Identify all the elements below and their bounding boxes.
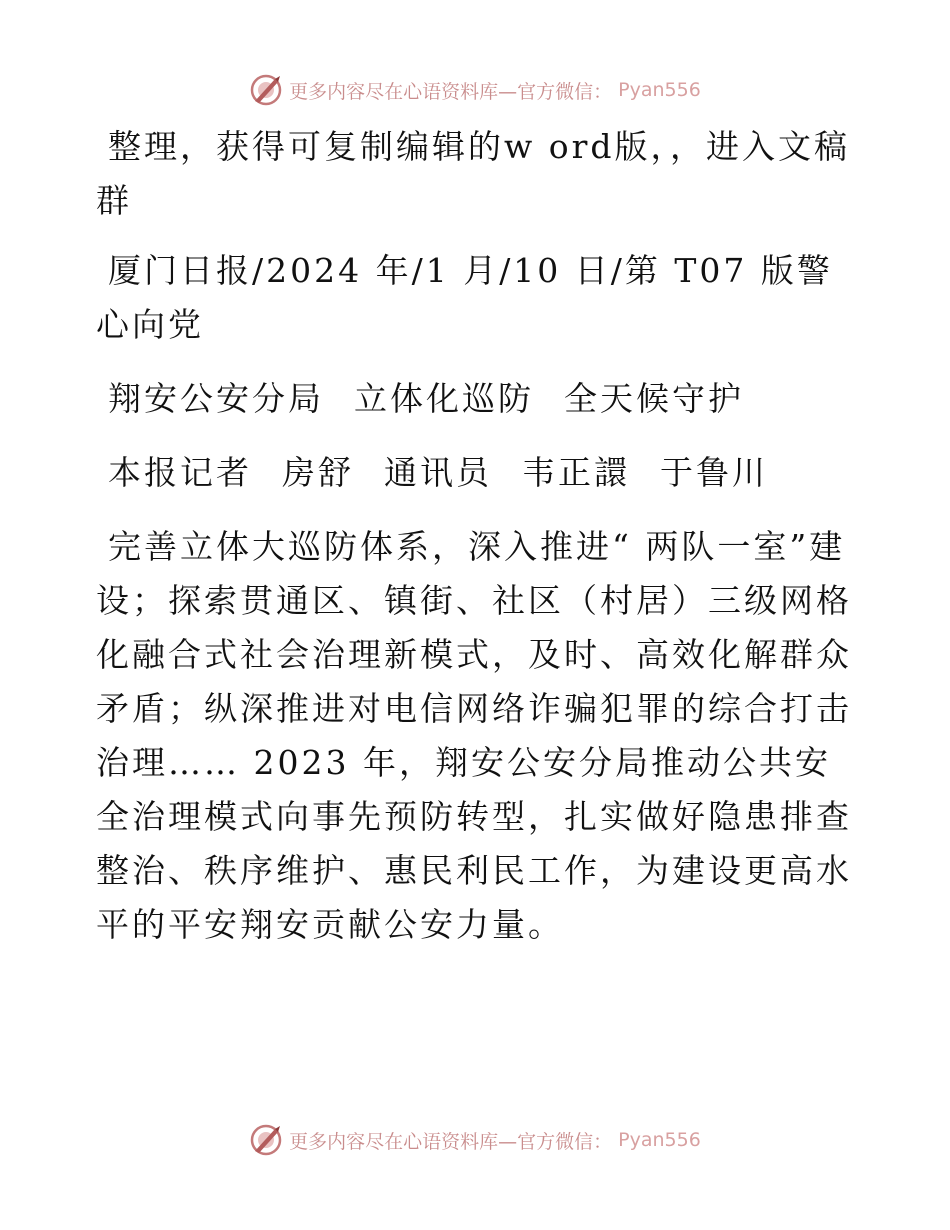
watermark-text: 更多内容尽在心语资料库—官方微信： (289, 1130, 613, 1153)
headline-part: 立体化巡防 (354, 379, 534, 418)
headline-part: 翔安公安分局 (108, 379, 324, 418)
byline-part: 本报记者 (108, 453, 252, 492)
watermark-header (0, 72, 950, 108)
byline (96, 446, 856, 500)
byline-part: 房舒 (282, 453, 354, 492)
watermark-handle: Pyan556 (618, 1129, 701, 1151)
watermark-text: 更多内容尽在心语资料库—官方微信： (289, 80, 613, 103)
headline-part: 全天候守护 (564, 379, 744, 418)
body-paragraph: 完善立体大巡防体系，深入推进“ 两队一室”建设；探索贯通区、镇街、社区（村居）三级网格化融合式社会治理新模式，及时、高效化解群众矛盾；纵深推进对电信网络诈骗犯罪的综合打击治理…… 2023 年，翔安公安分局推动公共安全治理模式向事先预防转型，扎实做好隐患排查整治、秩序维护、惠民利民工作，为建设更高水平的平安翔安贡献公安力量。 (96, 527, 852, 944)
headline (96, 372, 856, 426)
quill-seal-icon (249, 1123, 283, 1157)
watermark-footer (0, 1122, 950, 1158)
quill-seal-icon (249, 73, 283, 107)
intro-paragraph: 整理，获得可复制编辑的w ord版，，进入文稿群 (96, 127, 851, 220)
source-line: 厦门日报/2024 年/1 月/10 日/第 T07 版警心向党 (96, 251, 833, 344)
byline-part: 于鲁川 (660, 453, 768, 492)
byline-part: 韦正譞 (522, 453, 630, 492)
byline-part: 通讯员 (384, 453, 492, 492)
watermark-handle: Pyan556 (618, 79, 701, 101)
document-body (96, 120, 856, 952)
